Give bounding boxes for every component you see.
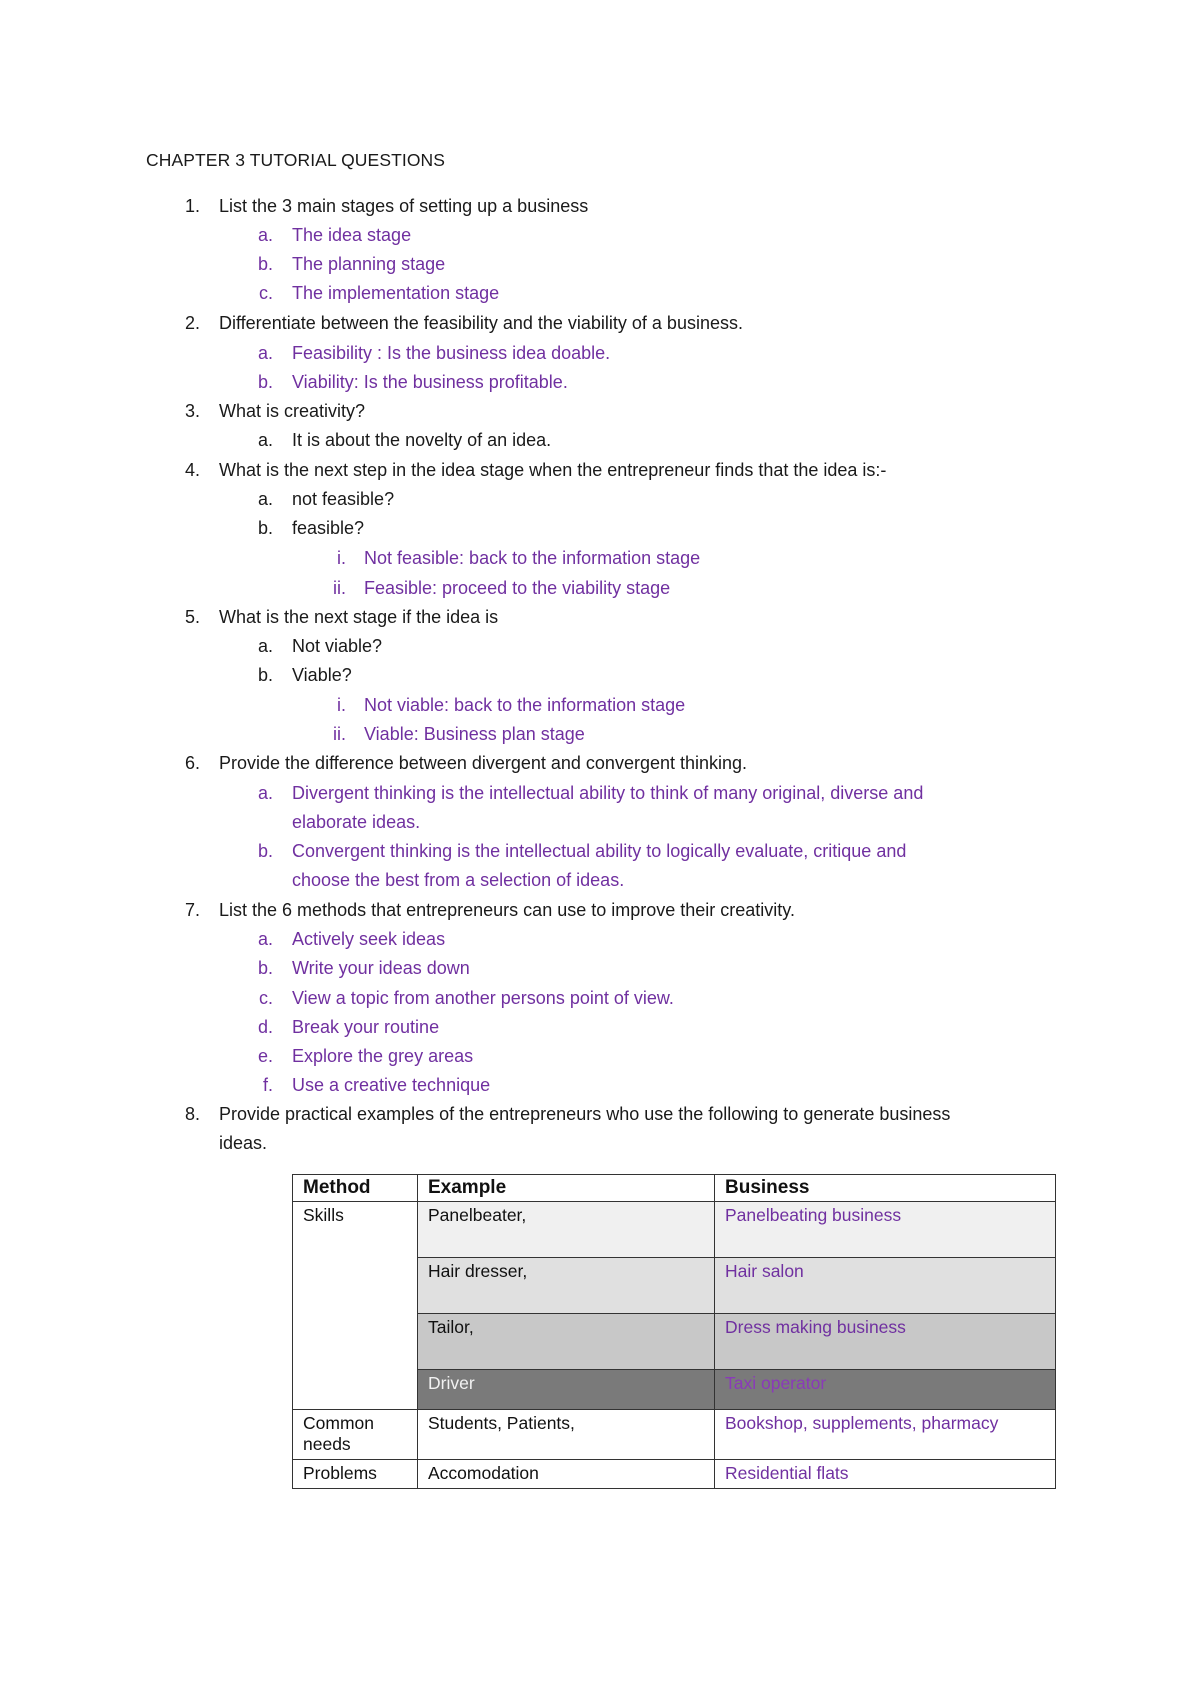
business-cell: Dress making business	[715, 1314, 1056, 1370]
business-cell: Hair salon	[715, 1258, 1056, 1314]
example-cell: Driver	[418, 1370, 715, 1410]
page-title: CHAPTER 3 TUTORIAL QUESTIONS	[146, 150, 446, 170]
header-business: Business	[715, 1175, 1056, 1202]
method-problems: Problems	[293, 1460, 418, 1489]
business-cell: Bookshop, supplements, pharmacy	[715, 1410, 1056, 1460]
example-cell: Panelbeater,	[418, 1202, 715, 1258]
examples-table	[292, 1174, 1056, 1489]
example-cell: Students, Patients,	[418, 1410, 715, 1460]
document-page: CHAPTER 3 TUTORIAL QUESTIONS 1. List the 3 main stages of setting up a business a. The idea stage b. The planning stage c. The implementation stage 2. Differentiate between the feasibility and the viability of a business. a. Feasibility : Is the business idea doable. b. Viability: Is the business profitable. 3. What is creativity? a. It is about the novelty of an idea. 4. What is the next step in the idea stage when the entrepreneur finds that the idea is:- a. not feasible? b. feasible? i. Not feasible: back to the information stage ii. Feasible: proceed to the viability stage 5. What is the next stage if the idea is a. Not viable? b. Viable? i. Not viable: back to the information stage ii. Viable: Business plan stage 6. Provide the difference between divergent and convergent thinking. a. Divergent thinking is the intellectual ability to think of many original, diverse and elaborate ideas. b. Convergent thinking is the intellectual ability to logically evaluate, critique and choose the best from a selection of ideas. 7. List the 6 methods that entrepreneurs can use to improve their creativity. a. Actively seek ideas b. Write your ideas down c. View a topic from another persons point of view. d. Break your routine e. Explore the grey areas f. Use a creative technique 8. Provide practical examples of the entrepreneurs who use the following to generate business ideas. Method Example Business Skills Panelbeater, Panelbeating business Hair dresser, Hair salon Tailor, Dress making business Driver Taxi operator Common needs Students, Patients, Bookshop, supplements, pharmacy Problems Accomodation Residential flats	[0, 0, 1200, 1696]
method-common-needs: Common needs	[293, 1410, 418, 1460]
table-header-row	[293, 1175, 1056, 1202]
table-row	[293, 1202, 1056, 1258]
table-row	[293, 1460, 1056, 1489]
example-cell: Tailor,	[418, 1314, 715, 1370]
business-cell: Taxi operator	[715, 1370, 1056, 1410]
header-example: Example	[418, 1175, 715, 1202]
example-cell: Hair dresser,	[418, 1258, 715, 1314]
business-cell: Panelbeating business	[715, 1202, 1056, 1258]
method-skills: Skills	[293, 1202, 418, 1410]
table-row	[293, 1410, 1056, 1460]
example-cell: Accomodation	[418, 1460, 715, 1489]
business-cell: Residential flats	[715, 1460, 1056, 1489]
header-method: Method	[293, 1175, 418, 1202]
